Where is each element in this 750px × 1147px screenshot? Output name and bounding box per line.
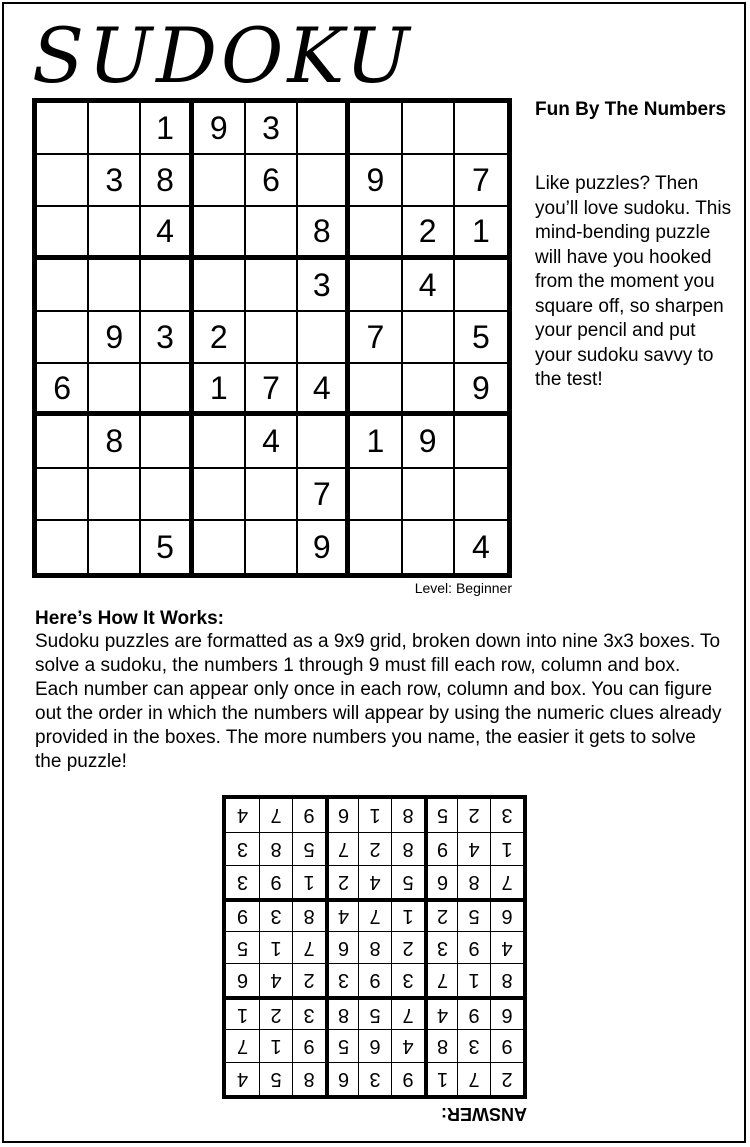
puzzle-cell [403, 521, 455, 573]
puzzle-cell: 9 [455, 364, 507, 416]
answer-cell: 9 [424, 832, 457, 865]
puzzle-cell [194, 469, 246, 521]
puzzle-cell [455, 260, 507, 312]
puzzle-cell [37, 103, 89, 155]
answer-cell: 2 [292, 963, 325, 996]
puzzle-cell [141, 416, 193, 468]
sidebar-heading: Fun By The Numbers [535, 99, 727, 120]
answer-cell: 4 [391, 1029, 424, 1062]
answer-cell: 8 [391, 799, 424, 832]
answer-cell: 4 [490, 931, 523, 964]
puzzle-cell [246, 469, 298, 521]
sudoku-puzzle-grid [32, 98, 512, 578]
answer-cell: 9 [259, 865, 292, 898]
answer-section [222, 795, 527, 1125]
answer-cell: 3 [325, 963, 358, 996]
puzzle-cell [194, 260, 246, 312]
answer-cell: 2 [325, 865, 358, 898]
puzzle-cell [89, 364, 141, 416]
page-title: SUDOKU [32, 11, 414, 100]
answer-cell: 3 [424, 931, 457, 964]
answer-cell: 1 [490, 832, 523, 865]
answer-cell: 4 [358, 865, 391, 898]
answer-cell: 9 [457, 931, 490, 964]
puzzle-cell [403, 312, 455, 364]
answer-cell: 5 [226, 931, 259, 964]
puzzle-cell [246, 312, 298, 364]
answer-cell: 7 [226, 1029, 259, 1062]
answer-cell: 8 [424, 1029, 457, 1062]
answer-cell: 6 [325, 931, 358, 964]
answer-cell: 3 [358, 1062, 391, 1095]
puzzle-cell [37, 312, 89, 364]
puzzle-cell: 9 [350, 155, 402, 207]
how-it-works-heading: Here’s How It Works: [35, 608, 224, 629]
puzzle-cell: 2 [194, 312, 246, 364]
puzzle-cell [298, 416, 350, 468]
answer-cell: 2 [424, 898, 457, 931]
answer-cell: 5 [292, 832, 325, 865]
answer-cell: 6 [325, 1062, 358, 1095]
puzzle-cell: 9 [298, 521, 350, 573]
puzzle-cell [194, 521, 246, 573]
puzzle-cell: 4 [403, 260, 455, 312]
answer-cell: 3 [226, 832, 259, 865]
answer-cell: 1 [259, 931, 292, 964]
puzzle-cell: 9 [194, 103, 246, 155]
puzzle-cell: 7 [350, 312, 402, 364]
answer-cell: 2 [490, 1062, 523, 1095]
answer-cell: 9 [292, 1029, 325, 1062]
puzzle-cell [350, 103, 402, 155]
puzzle-cell [37, 469, 89, 521]
answer-cell: 7 [325, 832, 358, 865]
puzzle-cell: 8 [89, 416, 141, 468]
answer-cell: 9 [490, 1029, 523, 1062]
puzzle-cell [246, 260, 298, 312]
puzzle-cell [350, 469, 402, 521]
answer-cell: 3 [457, 1029, 490, 1062]
puzzle-cell [194, 207, 246, 259]
sidebar-body: Like puzzles? Then you’ll love sudoku. This mind-bending puzzle will have you hooked from the moment you square off, so sharpen your pencil and put your sudoku savvy to the test! [535, 173, 732, 390]
puzzle-cell [37, 260, 89, 312]
puzzle-cell: 7 [455, 155, 507, 207]
answer-cell: 9 [358, 963, 391, 996]
answer-cell: 8 [391, 832, 424, 865]
answer-cell: 5 [358, 996, 391, 1029]
how-it-works-body: Sudoku puzzles are formatted as a 9x9 grid, broken down into nine 3x3 boxes. To solve a sudoku, the numbers 1 through 9 must fill each row, column and box. Each number can appear only once in each row, column and box. You can figure out the order in which the numbers will appear by using the numeric clues already provided in the boxes. The more numbers you name, the easier it gets to solve the puzzle! [35, 631, 722, 772]
answer-label: ANSWER: [441, 1104, 527, 1124]
answer-cell: 5 [391, 865, 424, 898]
answer-cell: 5 [457, 898, 490, 931]
sudoku-answer-grid [222, 795, 527, 1099]
puzzle-cell: 7 [246, 364, 298, 416]
answer-cell: 8 [292, 1062, 325, 1095]
answer-cell: 5 [325, 1029, 358, 1062]
answer-cell: 9 [391, 1062, 424, 1095]
puzzle-cell [141, 469, 193, 521]
puzzle-cell [37, 207, 89, 259]
puzzle-cell: 4 [298, 364, 350, 416]
puzzle-cell [89, 103, 141, 155]
answer-cell: 3 [226, 865, 259, 898]
answer-cell: 1 [391, 898, 424, 931]
answer-cell: 6 [325, 799, 358, 832]
puzzle-cell: 3 [141, 312, 193, 364]
answer-cell: 1 [424, 1062, 457, 1095]
answer-cell: 3 [292, 996, 325, 1029]
puzzle-cell: 8 [141, 155, 193, 207]
answer-cell: 9 [292, 799, 325, 832]
puzzle-cell: 9 [89, 312, 141, 364]
puzzle-cell: 1 [194, 364, 246, 416]
puzzle-cell: 1 [141, 103, 193, 155]
answer-cell: 6 [358, 1029, 391, 1062]
puzzle-cell [350, 260, 402, 312]
puzzle-cell: 8 [298, 207, 350, 259]
answer-cell: 6 [490, 898, 523, 931]
puzzle-cell [298, 312, 350, 364]
answer-cell: 1 [457, 963, 490, 996]
puzzle-cell: 6 [37, 364, 89, 416]
answer-cell: 4 [424, 996, 457, 1029]
answer-cell: 7 [358, 898, 391, 931]
puzzle-cell: 3 [246, 103, 298, 155]
puzzle-cell: 4 [141, 207, 193, 259]
answer-cell: 1 [226, 996, 259, 1029]
answer-cell: 8 [457, 865, 490, 898]
puzzle-cell [350, 364, 402, 416]
puzzle-cell [350, 521, 402, 573]
puzzle-cell [298, 155, 350, 207]
puzzle-cell: 4 [246, 416, 298, 468]
answer-cell: 4 [325, 898, 358, 931]
answer-cell: 2 [391, 931, 424, 964]
puzzle-cell [89, 521, 141, 573]
answer-cell: 7 [424, 963, 457, 996]
puzzle-cell: 2 [403, 207, 455, 259]
answer-cell: 5 [424, 799, 457, 832]
answer-cell: 2 [457, 799, 490, 832]
puzzle-cell: 5 [455, 312, 507, 364]
answer-cell: 1 [292, 865, 325, 898]
answer-cell: 8 [292, 898, 325, 931]
puzzle-cell [194, 155, 246, 207]
puzzle-cell: 3 [89, 155, 141, 207]
answer-cell: 7 [490, 865, 523, 898]
puzzle-cell [37, 521, 89, 573]
answer-cell: 3 [490, 799, 523, 832]
answer-cell: 4 [236, 804, 249, 827]
puzzle-cell: 7 [298, 469, 350, 521]
puzzle-cell: 1 [350, 416, 402, 468]
answer-cell: 7 [259, 799, 292, 832]
puzzle-cell [89, 260, 141, 312]
answer-cell: 1 [259, 1029, 292, 1062]
answer-cell: 2 [259, 996, 292, 1029]
answer-cell: 6 [490, 996, 523, 1029]
puzzle-cell: 5 [141, 521, 193, 573]
answer-cell: 4 [457, 832, 490, 865]
puzzle-cell [37, 416, 89, 468]
puzzle-cell [246, 207, 298, 259]
puzzle-cell [455, 103, 507, 155]
puzzle-cell: 4 [471, 528, 490, 565]
answer-cell: 7 [292, 931, 325, 964]
puzzle-cell [455, 416, 507, 468]
answer-cell: 8 [259, 832, 292, 865]
answer-cell: 8 [490, 963, 523, 996]
puzzle-cell [403, 155, 455, 207]
answer-cell: 7 [457, 1062, 490, 1095]
puzzle-cell: 6 [246, 155, 298, 207]
answer-cell: 8 [358, 931, 391, 964]
answer-cell: 4 [259, 963, 292, 996]
puzzle-cell [298, 103, 350, 155]
difficulty-level: Level: Beginner [414, 580, 512, 596]
answer-cell: 4 [226, 1062, 259, 1095]
puzzle-cell: 3 [298, 260, 350, 312]
answer-cell: 8 [325, 996, 358, 1029]
answer-cell: 7 [391, 996, 424, 1029]
puzzle-cell [89, 207, 141, 259]
puzzle-cell [455, 469, 507, 521]
answer-cell: 1 [358, 799, 391, 832]
answer-cell: 5 [259, 1062, 292, 1095]
puzzle-cell [89, 469, 141, 521]
puzzle-cell [141, 364, 193, 416]
puzzle-cell: 1 [455, 207, 507, 259]
answer-cell: 9 [457, 996, 490, 1029]
puzzle-cell [403, 469, 455, 521]
puzzle-cell [350, 207, 402, 259]
answer-cell: 2 [358, 832, 391, 865]
puzzle-cell [141, 260, 193, 312]
puzzle-cell: 9 [403, 416, 455, 468]
puzzle-cell [403, 364, 455, 416]
answer-cell: 9 [226, 898, 259, 931]
puzzle-cell [246, 521, 298, 573]
answer-cell: 3 [391, 963, 424, 996]
answer-cell: 6 [226, 963, 259, 996]
puzzle-cell [194, 416, 246, 468]
answer-cell: 3 [259, 898, 292, 931]
puzzle-cell [403, 103, 455, 155]
answer-cell: 6 [424, 865, 457, 898]
puzzle-cell [37, 155, 89, 207]
